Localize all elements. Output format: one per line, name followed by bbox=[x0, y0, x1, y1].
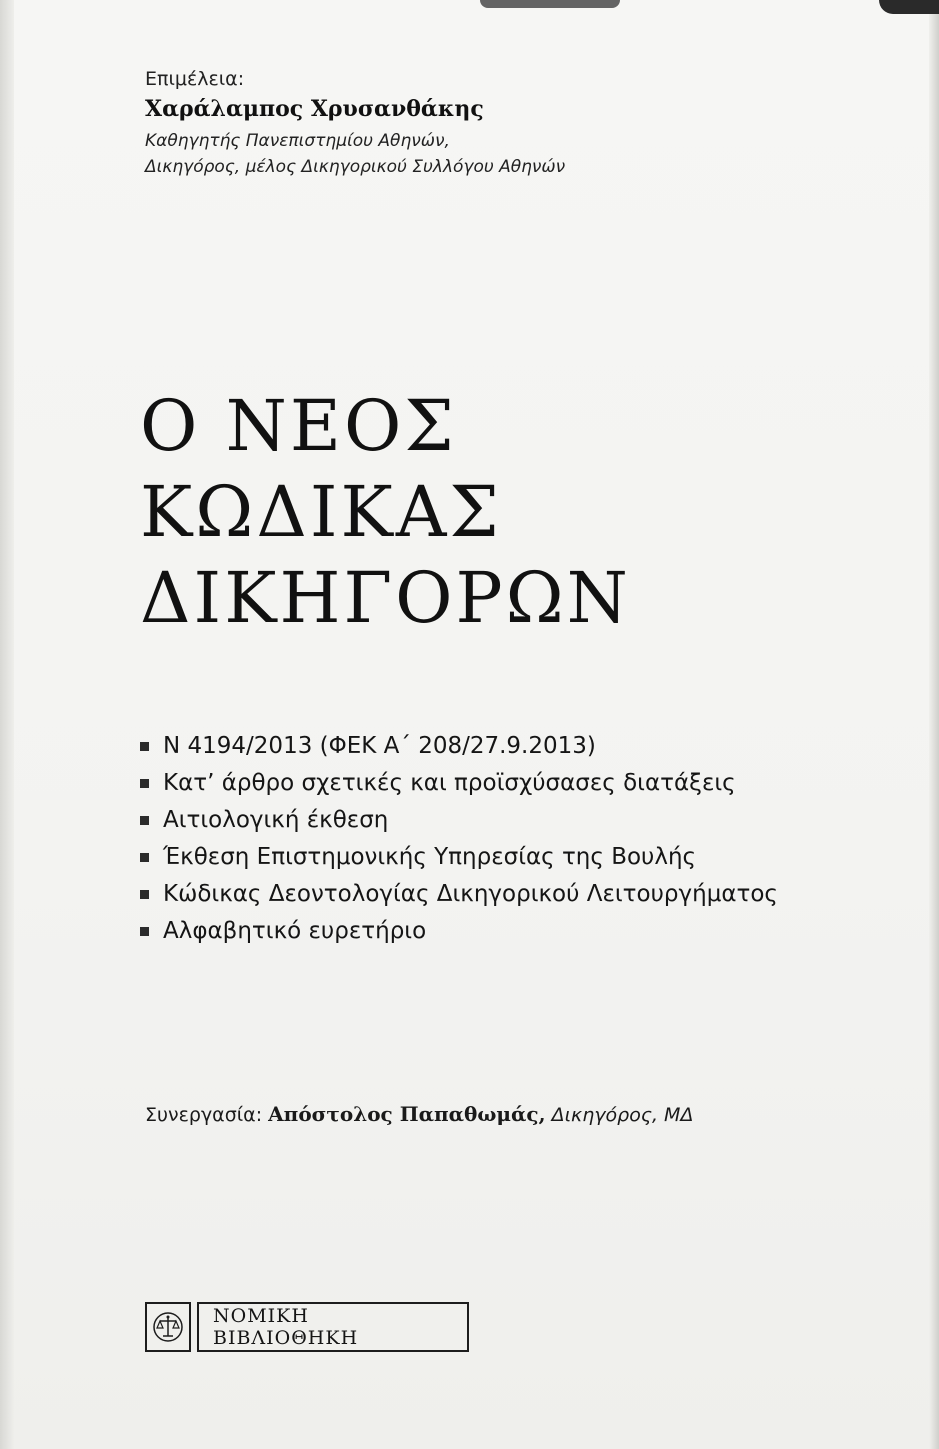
collaborator-name: Απόστολος Παπαθωμάς, bbox=[268, 1102, 546, 1126]
scan-shadow-top bbox=[480, 0, 620, 8]
book-title-line-2: ΚΩΔΙΚΑΣ bbox=[140, 471, 502, 553]
editor-name: Χαράλαμπος Χρυσανθάκης bbox=[145, 96, 484, 122]
contents-item-text: Ν 4194/2013 (ΦΕΚ Α΄ 208/27.9.2013) bbox=[163, 733, 596, 759]
contents-item-text: Έκθεση Επιστημονικής Υπηρεσίας της Βουλής bbox=[163, 844, 697, 870]
contents-item bbox=[140, 765, 778, 802]
page-edge-right bbox=[929, 0, 939, 1449]
publisher-name: ΝΟΜΙΚΗ ΒΙΒΛΙΟΘΗΚΗ bbox=[197, 1302, 469, 1352]
contents-list bbox=[140, 728, 778, 950]
bullet-icon bbox=[140, 742, 149, 751]
book-title-line-1: Ο ΝΕΟΣ bbox=[140, 385, 457, 467]
contents-item bbox=[140, 839, 778, 876]
editor-block bbox=[145, 68, 565, 180]
scales-of-justice-icon bbox=[145, 1302, 191, 1352]
collaborator-role: Δικηγόρος, ΜΔ bbox=[551, 1104, 694, 1126]
bullet-icon bbox=[140, 853, 149, 862]
contents-item-text: Κατ’ άρθρο σχετικές και προϊσχύσασες διατάξεις bbox=[163, 770, 736, 796]
bullet-icon bbox=[140, 779, 149, 788]
publisher-block bbox=[145, 1302, 469, 1352]
book-title bbox=[140, 383, 631, 641]
editor-label: Επιμέλεια: bbox=[145, 68, 245, 90]
collaboration-label: Συνεργασία: bbox=[145, 1104, 263, 1126]
contents-item bbox=[140, 728, 778, 765]
contents-item bbox=[140, 876, 778, 913]
collaboration-line bbox=[145, 1102, 693, 1126]
bullet-icon bbox=[140, 927, 149, 936]
scan-shadow-corner bbox=[879, 0, 939, 14]
contents-item-text: Αιτιολογική έκθεση bbox=[163, 807, 389, 833]
contents-item bbox=[140, 913, 778, 950]
contents-item-text: Κώδικας Δεοντολογίας Δικηγορικού Λειτουργήματος bbox=[163, 881, 778, 907]
editor-role-line-1: Καθηγητής Πανεπιστημίου Αθηνών, bbox=[145, 131, 450, 151]
contents-item bbox=[140, 802, 778, 839]
editor-role-line-2: Δικηγόρος, μέλος Δικηγορικού Συλλόγου Αθηνών bbox=[145, 157, 566, 177]
page-edge-left bbox=[0, 0, 14, 1449]
bullet-icon bbox=[140, 890, 149, 899]
book-title-line-3: ΔΙΚΗΓΟΡΩΝ bbox=[140, 557, 631, 639]
bullet-icon bbox=[140, 816, 149, 825]
contents-item-text: Αλφαβητικό ευρετήριο bbox=[163, 918, 427, 944]
